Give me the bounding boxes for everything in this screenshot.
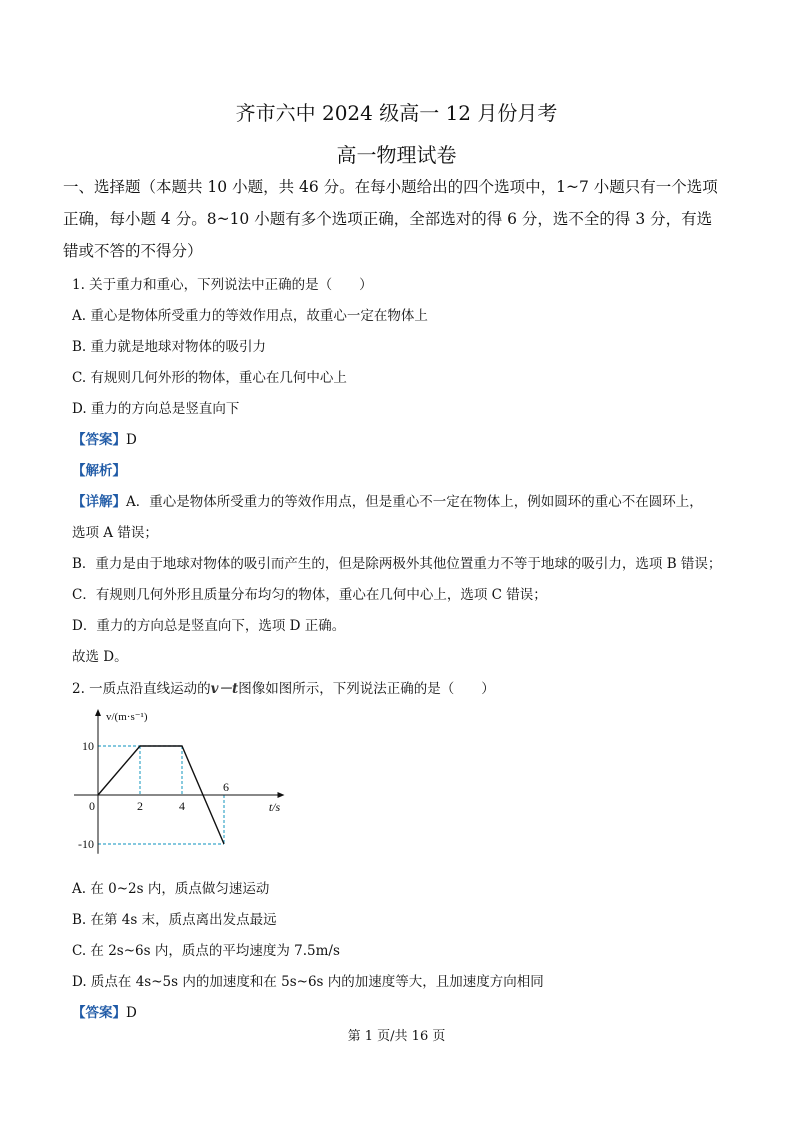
q1-option-a: A. 重心是物体所受重力的等效作用点，故重心一定在物体上 — [72, 308, 428, 324]
x-tick-6: 6 — [223, 780, 229, 794]
y-tick-10: 10 — [82, 739, 94, 753]
q2-option-b: B. 在第 4s 末，质点离出发点最远 — [72, 912, 277, 928]
x-axis-label: t/s — [268, 800, 281, 814]
q2-option-a: A. 在 0~2s 内，质点做匀速运动 — [72, 881, 270, 897]
q2-option-c: C. 在 2s~6s 内，质点的平均速度为 7.5m/s — [72, 943, 340, 959]
q1-detail-tag: 【详解】 — [72, 494, 126, 510]
q2-stem-symbol: v－t — [210, 681, 239, 697]
section-header-line-3: 错或不答的不得分） — [63, 242, 203, 260]
q1-detail-line-5: D．重力的方向总是竖直向下，选项 D 正确。 — [72, 618, 346, 634]
q1-answer-value: D — [126, 432, 137, 448]
q1-option-b: B. 重力就是地球对物体的吸引力 — [72, 339, 267, 355]
x-tick-2: 2 — [137, 799, 143, 813]
q1-detail-line-1 — [72, 490, 703, 510]
q1-answer-row — [72, 428, 137, 448]
section-header-line-1: 一、选择题（本题共 10 小题，共 46 分。在每小题给出的四个选项中，1~7 小题只有一个选项 — [63, 178, 718, 196]
q1-detail-line-3: B．重力是由于地球对物体的吸引而产生的，但是除两极外其他位置重力不等于地球的吸引力，选项 B 错误； — [72, 556, 722, 572]
q2-answer-row — [72, 1001, 137, 1021]
vt-graph — [70, 705, 285, 860]
q1-detail-line-4: C．有规则几何外形且质量分布均匀的物体，重心在几何中心上，选项 C 错误； — [72, 587, 547, 603]
y-axis-arrow — [95, 709, 101, 716]
exam-subtitle: 高一物理试卷 — [336, 143, 457, 167]
q1-analysis-tag: 【解析】 — [72, 463, 126, 479]
x-tick-0: 0 — [89, 799, 95, 813]
q2-stem-suffix: 图像如图所示，下列说法正确的是（ ） — [238, 681, 495, 697]
q1-detail-line-2: 选项 A 错误； — [72, 525, 158, 541]
q1-option-d: D. 重力的方向总是竖直向下 — [72, 401, 240, 417]
q2-answer-value: D — [126, 1005, 137, 1021]
q1-detail-line-6: 故选 D。 — [72, 649, 128, 665]
page-footer: 第 1 页/共 16 页 — [347, 1029, 446, 1044]
q1-answer-tag: 【答案】 — [72, 432, 126, 448]
q1-stem: 1. 关于重力和重心，下列说法中正确的是（ ） — [72, 277, 373, 293]
section-header-line-2: 正确，每小题 4 分。8~10 小题有多个选项正确，全部选对的得 6 分，选不全的得 3 分，有选 — [63, 210, 713, 228]
q2-option-d: D. 质点在 4s~5s 内的加速度和在 5s~6s 内的加速度等大，且加速度方向相同 — [72, 974, 544, 990]
exam-title: 齐市六中 2024 级高一 12 月份月考 — [235, 101, 558, 125]
x-axis-arrow — [278, 792, 285, 798]
y-axis-label: v/(m·s⁻¹) — [106, 711, 148, 723]
q2-stem-prefix: 2. 一质点沿直线运动的 — [72, 681, 211, 697]
q2-stem — [72, 677, 495, 697]
x-tick-4: 4 — [179, 799, 185, 813]
y-tick-neg10: -10 — [78, 837, 94, 851]
q1-detail-text-1: A．重心是物体所受重力的等效作用点，但是重心不一定在物体上，例如圆环的重心不在圆环上， — [126, 494, 703, 510]
q2-answer-tag: 【答案】 — [72, 1005, 126, 1021]
q1-option-c: C. 有规则几何外形的物体，重心在几何中心上 — [72, 370, 347, 386]
